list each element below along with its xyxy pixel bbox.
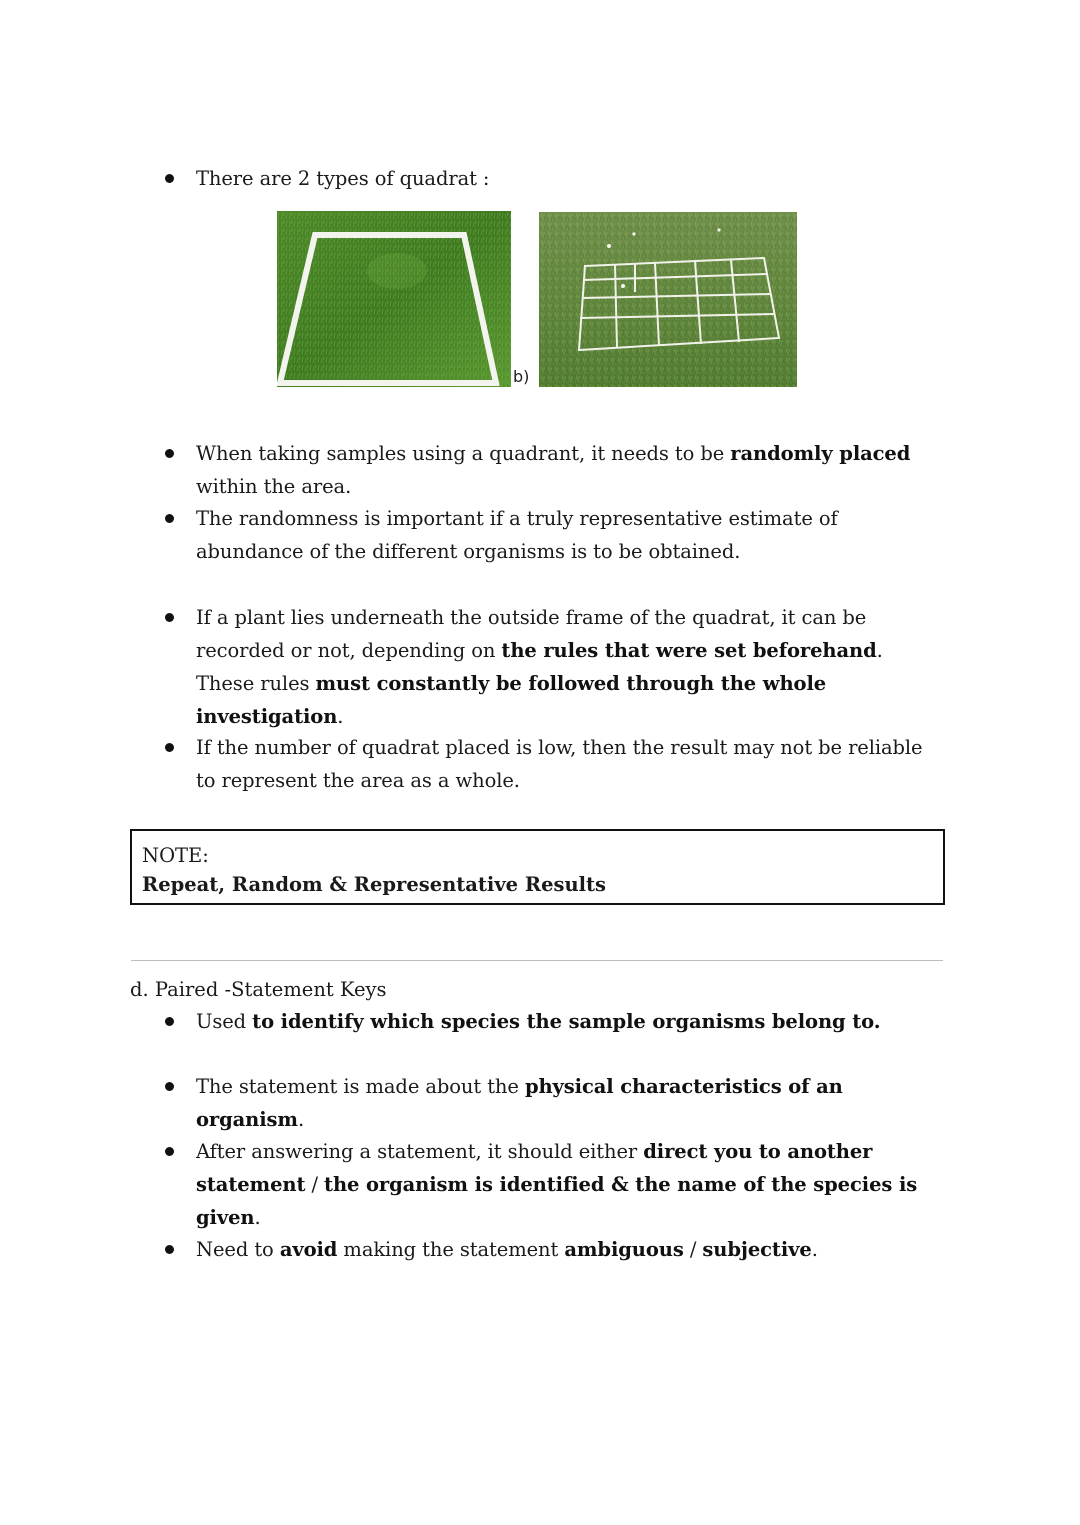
bold-text: to identify which species the sample organisms belong to.	[252, 1010, 881, 1033]
text-run: Need to	[196, 1238, 280, 1261]
bold-text: subjective	[702, 1238, 812, 1261]
bullet-answer-direction	[196, 1135, 946, 1234]
bold-text: ambiguous	[564, 1238, 684, 1261]
text-run: After answering a statement, it should either	[196, 1140, 644, 1163]
bold-text: avoid	[279, 1238, 338, 1261]
text-run: .	[254, 1206, 261, 1229]
quadrat-figure	[277, 211, 797, 389]
text-run: .	[297, 1108, 305, 1131]
text-run: There are 2 types of quadrat :	[196, 167, 490, 190]
text-run: .	[337, 705, 344, 728]
bullet-physical-characteristics	[196, 1070, 946, 1136]
bold-text: direct you to another statement	[196, 1140, 873, 1196]
bold-text: the rules that were set beforehand	[501, 639, 877, 662]
bold-text: must constantly be followed through the whole investigation	[196, 672, 827, 728]
text-run: If the number of quadrat placed is low, then the result may not be reliable to represent the area as a whole.	[196, 736, 923, 792]
bold-text: the organism is identified & the name of the species is given	[196, 1173, 918, 1229]
note-body: Repeat, Random & Representative Results	[142, 873, 607, 896]
bold-text: physical characteristics of an organism	[196, 1075, 843, 1131]
note-box	[130, 829, 945, 905]
quadrat-photo-b	[539, 212, 797, 387]
text-run: within the area.	[196, 475, 352, 498]
text-run: /	[683, 1238, 703, 1261]
section-divider	[131, 960, 943, 961]
text-run: If a plant lies underneath the outside frame of the quadrat, it can be recorded or not, depending on	[196, 606, 867, 662]
text-run: /	[305, 1173, 325, 1196]
bullet-randomness-importance	[196, 502, 946, 568]
bold-text: randomly placed	[730, 442, 911, 465]
text-run: Used	[196, 1010, 253, 1033]
bullet-avoid-ambiguity	[196, 1233, 946, 1266]
text-run: . These rules	[196, 639, 883, 695]
bullet-key-purpose	[196, 1005, 946, 1038]
section-heading: d. Paired -Statement Keys	[130, 978, 387, 1001]
text-run: making the statement	[337, 1238, 565, 1261]
bullet-frame-rules	[196, 601, 946, 733]
bullet-random-placement	[196, 437, 946, 503]
text-run: When taking samples using a quadrant, it needs to be	[196, 442, 731, 465]
bullet-sample-size	[196, 731, 946, 797]
text-run: The randomness is important if a truly representative estimate of abundance of the different organisms is to be obtained.	[196, 507, 838, 563]
note-title: NOTE:	[142, 844, 209, 867]
quadrat-photo-a	[277, 211, 511, 387]
text-run: .	[811, 1238, 818, 1261]
figure-label-b: b)	[513, 367, 530, 386]
text-run: The statement is made about the	[196, 1075, 525, 1098]
bullet-quadrat-types	[196, 162, 946, 195]
